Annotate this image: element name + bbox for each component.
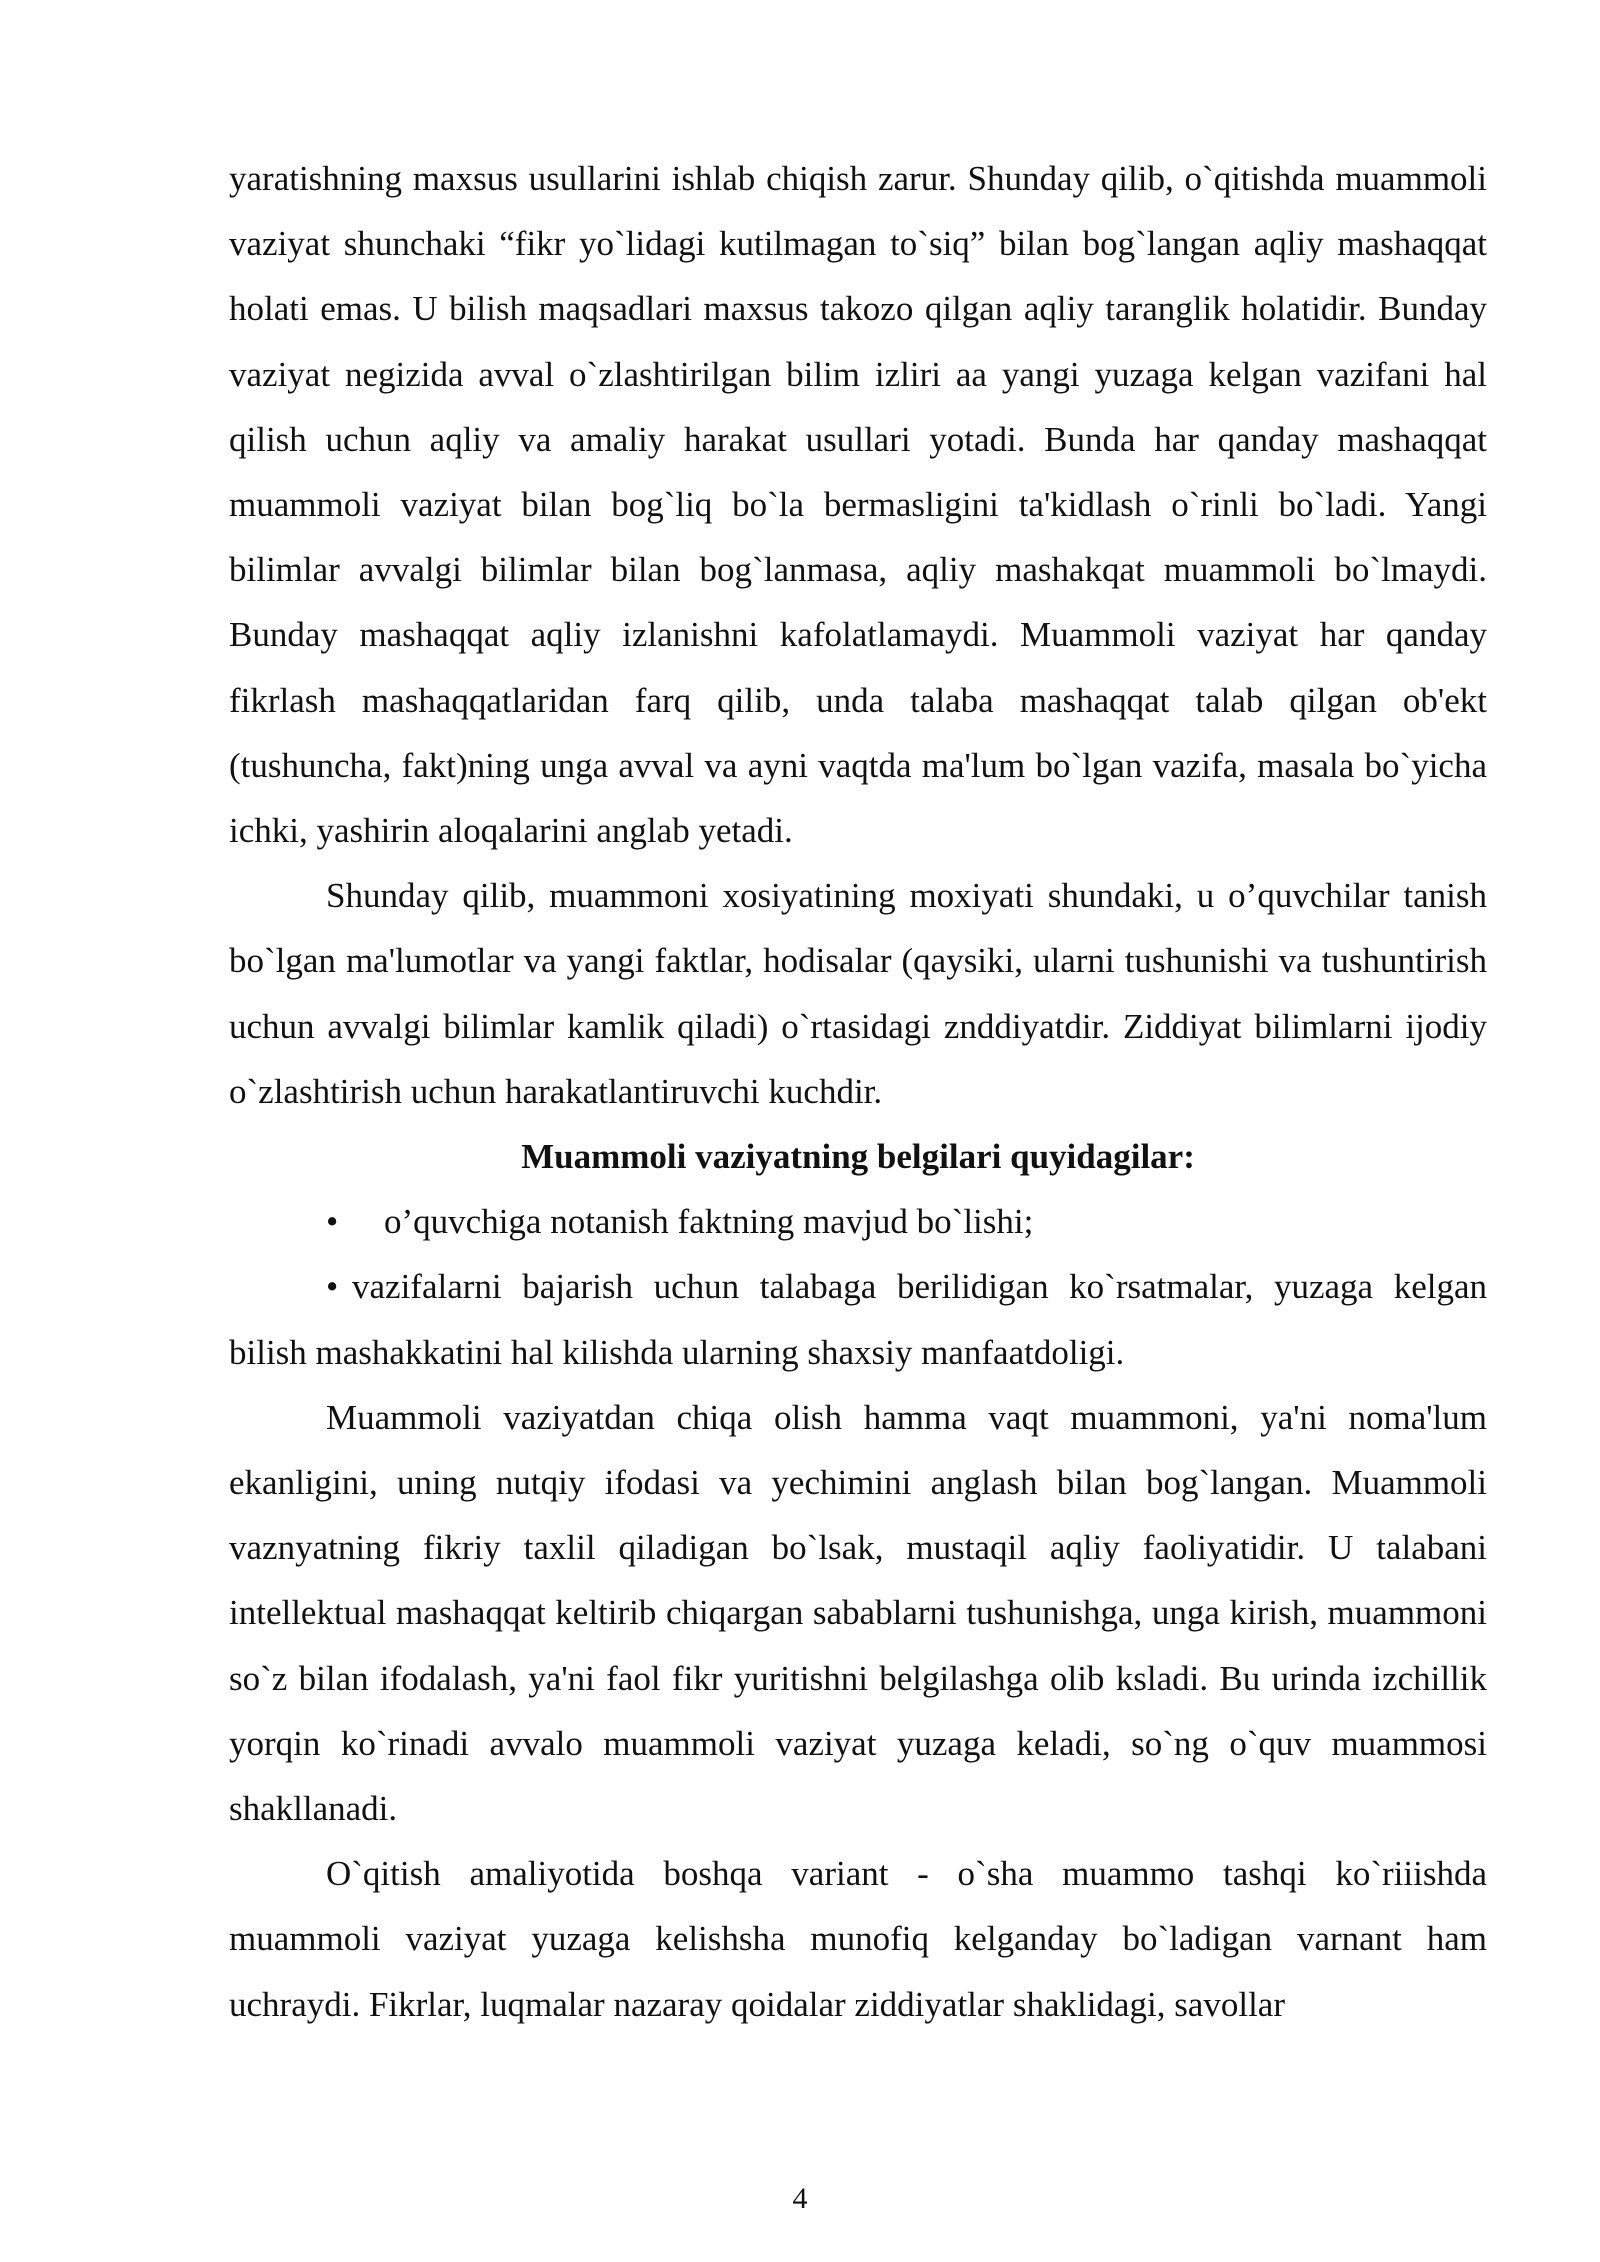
section-heading: Muammoli vaziyatning belgilari quyidagilar: (521, 1137, 1195, 1177)
bullet-icon: • (326, 1202, 339, 1242)
page-body (229, 146, 1487, 2037)
list-item-text: o’quvchiga notanish faktning mavjud bo`lishi; (384, 1202, 1034, 1242)
page-number: 4 (792, 2182, 808, 2215)
list-item (229, 1189, 1487, 1254)
paragraph-contradiction: Shunday qilib, muammoni xosiyatining moxiyati shundaki, u o’quvchilar tanish bo`lgan ma'lumotlar va yangi faktlar, hodisalar (qaysiki, ularni tushunishi va tushuntirish uchun avvalgi bilimlar kamlik qiladi) o`rtasidagi znddiyatdir. Ziddiyat bilimlarni ijodiy o`zlashtirish uchun harakatlantiruvchi kuchdir. (229, 876, 1487, 1111)
bullet-icon: • (326, 1267, 339, 1307)
paragraph-problem-solving: Muammoli vaziyatdan chiqa olish hamma vaqt muammoni, ya'ni noma'lum ekanligini, uning nutqiy ifodasi va yechimini anglash bilan bog`langan. Muammoli vaznyatning fikriy taxlil qiladigan bo`lsak, mustaqil aqliy faoliyatidir. U talabani intellektual mashaqqat keltirib chiqargan sabablarni tushunishga, unga kirish, muammoni so`z bilan ifodalash, ya'ni faol fikr yuritishni belgilashga olib ksladi. Bu urinda izchillik yorqin ko`rinadi avvalo muammoli vaziyat yuzaga keladi, so`ng o`quv muammosi shakllanadi. (229, 1397, 1487, 1829)
list-item-text: vazifalarni bajarish uchun talabaga berilidigan ko`rsatmalar, yuzaga kelgan bilish mashakkatini hal kilishda ularning shaxsiy manfaatdoligi. (229, 1267, 1487, 1372)
paragraph-teaching-practice: O`qitish amaliyotida boshqa variant - o`sha muammo tashqi ko`riiishda muammoli vaziyat yuzaga kelishsha munofiq kelganday bo`ladigan varnant ham uchraydi. Fikrlar, luqmalar nazaray qoidalar ziddiyatlar shaklidagi, savollar (229, 1854, 1487, 2024)
paragraph-continuation: yaratishning maxsus usullarini ishlab chiqish zarur. Shunday qilib, o`qitishda muammoli vaziyat shunchaki “fikr yo`lidagi kutilmagan to`siq” bilan bog`langan aqliy mashaqqat holati emas. U bilish maqsadlari maxsus takozo qilgan aqliy taranglik holatidir. Bunday vaziyat negizida avval o`zlashtirilgan bilim izliri aa yangi yuzaga kelgan vazifani hal qilish uchun aqliy va amaliy harakat usullari yotadi. Bunda har qanday mashaqqat muammoli vaziyat bilan bog`liq bo`la bermasligini ta'kidlash o`rinli bo`ladi. Yangi bilimlar avvalgi bilimlar bilan bog`lanmasa, aqliy mashakqat muammoli bo`lmaydi. Bunday mashaqqat aqliy izlanishni kafolatlamaydi. Muammoli vaziyat har qanday fikrlash mashaqqatlaridan farq qilib, unda talaba mashaqqat talab qilgan ob'ekt (tushuncha, fakt)ning unga avval va ayni vaqtda ma'lum bo`lgan vazifa, masala bo`yicha ichki, yashirin aloqalarini anglab yetadi. (229, 159, 1487, 851)
list-item (229, 1254, 1487, 1384)
